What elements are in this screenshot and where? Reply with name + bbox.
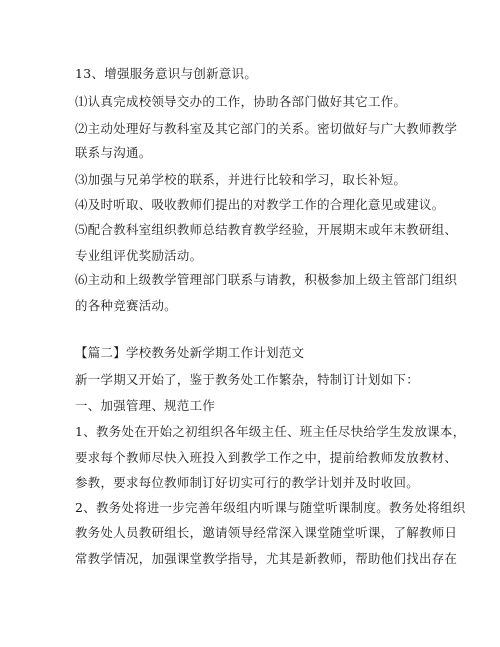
text-line: ⑹主动和上级教学管理部门联系与请教，积极参加上级主管部门组织 [75,272,458,287]
text-line: 1、教务处在开始之初组织各年级主任、班主任尽快给学生发放课本， [75,424,466,439]
text-line: 教务处人员教研组长，邀请领导经常深入课堂随堂听课，了解教师日 [75,525,458,540]
text-line: ⑸配合教科室组织教师总结教育教学经验，开展期末或年末教研组、 [75,222,458,237]
text-line: 的各种竞赛活动。 [75,298,177,313]
text-line: 专业组评优奖励活动。 [75,248,203,263]
text-line: 常教学情况，加强课堂教学指导，尤其是新教师，帮助他们找出存在 [75,551,458,566]
text-line: 新一学期又开始了，鉴于教务处工作繁杂，特制订计划如下： [75,372,419,387]
text-line: 参教，要求每位教师制订好切实可行的教学计划并及时收回。 [75,475,419,490]
text-line: 2、教务处将进一步完善年级组内听课与随堂听课制度。教务处将组织 [75,500,466,515]
text-line: 联系与沟通。 [75,145,152,160]
text-line: ⑵主动处理好与教科室及其它部门的关系。密切做好与广大教师教学 [75,121,458,136]
text-line: ⑷及时听取、吸收教师们提出的对教学工作的合理化意见或建议。 [75,197,445,212]
section-heading: 【篇二】学校教务处新学期工作计划范文 [75,345,305,360]
text-line: 一、加强管理、规范工作 [75,398,216,413]
text-line: ⑶加强与兄弟学校的联系，并进行比较和学习，取长补短。 [75,172,407,187]
text-line: 13、增强服务意识与创新意识。 [75,66,258,81]
text-line: ⑴认真完成校领导交办的工作，协助各部门做好其它工作。 [75,94,407,109]
text-line: 要求每个教师尽快入班投入到教学工作之中，提前给教师发放教材、 [75,450,458,465]
